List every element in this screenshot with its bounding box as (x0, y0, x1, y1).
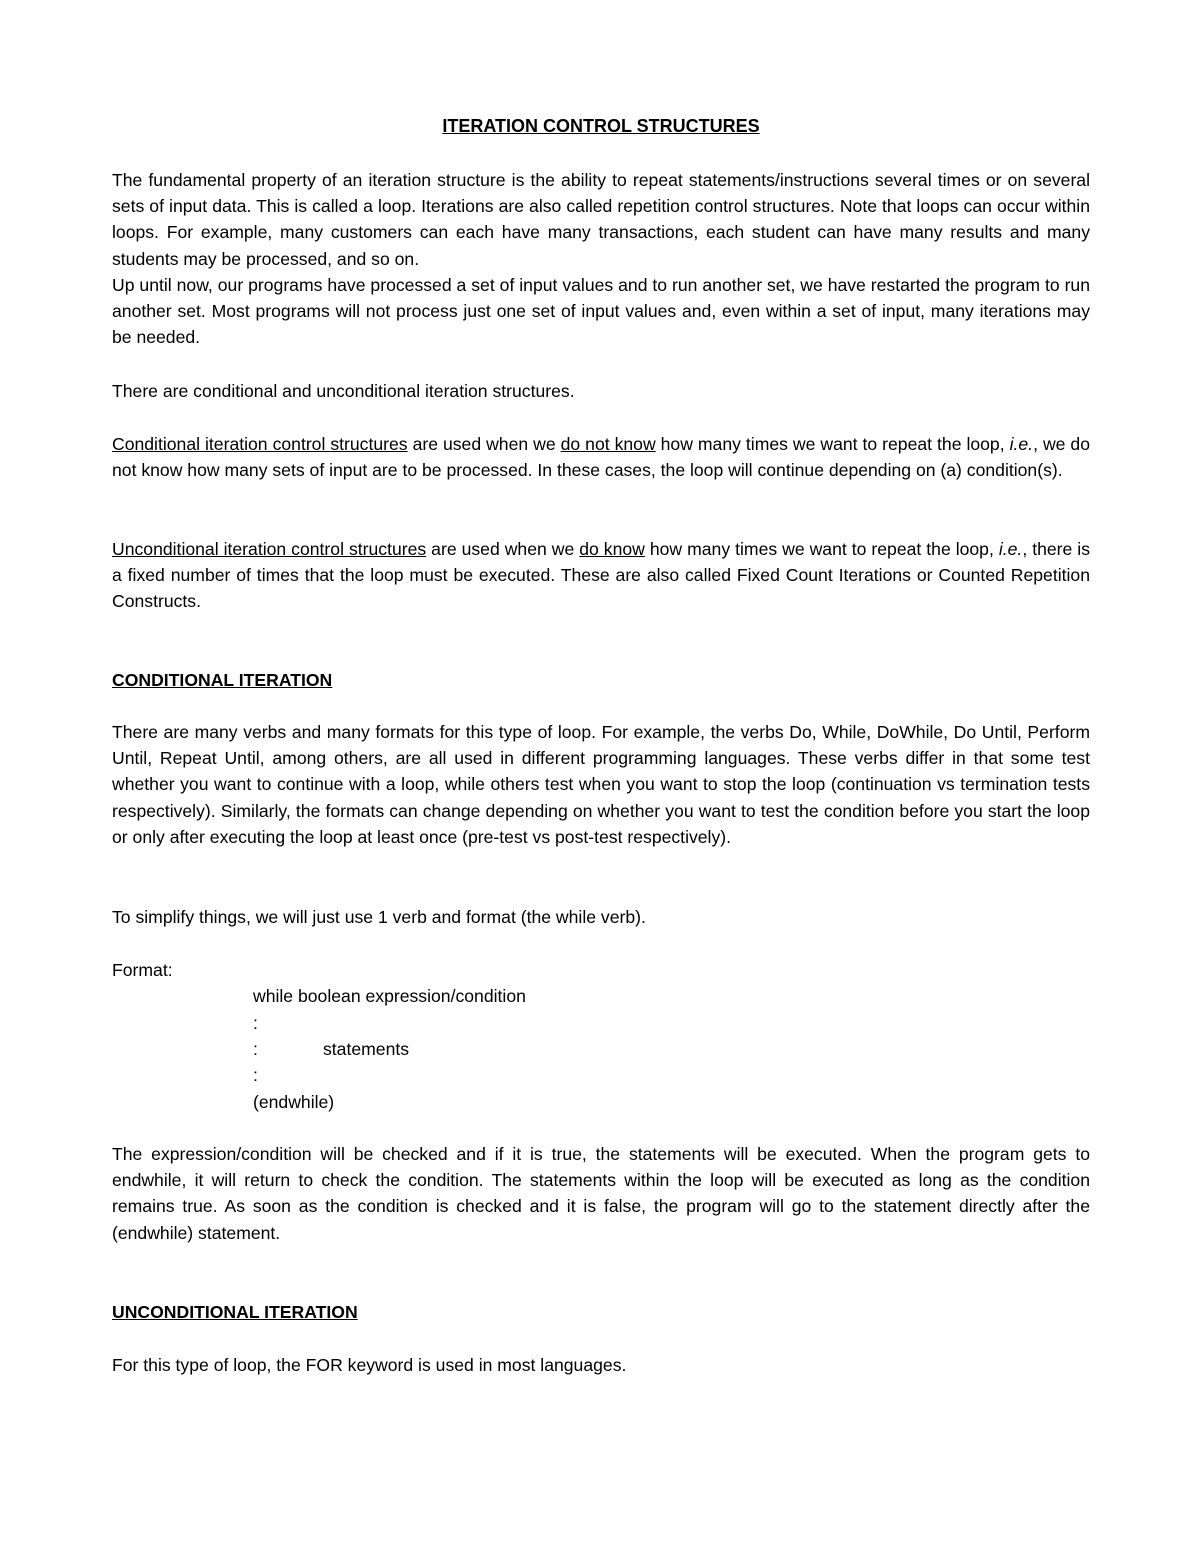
format-label: Format: (112, 960, 173, 980)
unconditional-ie: i.e. (998, 539, 1023, 559)
unconditional-term: Unconditional iteration control structures (112, 539, 427, 559)
intro-paragraph-1 (112, 167, 1090, 272)
conditional-term: Conditional iteration control structures (112, 434, 408, 454)
unconditional-iteration-heading: UNCONDITIONAL ITERATION (112, 1302, 358, 1322)
code-line-while: while boolean expression/condition (253, 986, 526, 1006)
unconditional-paragraph-1 (112, 1352, 1090, 1378)
intro-text-2: Up until now, our programs have processed a set of input values and to run another set, we have restarted the program to run another set. Most programs will not process just one set of input values and, even within a set of input, many iterations may be needed. (112, 275, 1090, 348)
conditional-paragraph-3 (112, 1141, 1090, 1246)
unconditional-text-c: , there is a fixed number of times that the loop must be executed. These are also called Fixed Count Iterations or Counted Repetition Constructs. (112, 539, 1090, 612)
conditional-text-1: There are many verbs and many formats for this type of loop. For example, the verbs Do, While, DoWhile, Do Until, Perform Until, Repeat Until, among others, are all used in different programming languages. These verbs differ in that some test whether you want to continue with a loop, while others test when you want to stop the loop (continuation vs termination tests respectively). Similarly, the formats can change depending on whether you want to test the condition before you start the loop or only after executing the loop at least once (pre-test vs post-test respectively). (112, 722, 1090, 847)
unconditional-definition (112, 536, 1090, 615)
unconditional-text-1: For this type of loop, the FOR keyword is used in most languages. (112, 1355, 627, 1375)
conditional-text-b: how many times we want to repeat the loop, (655, 434, 1010, 454)
conditional-text-c: , we do not know how many sets of input are to be processed. In these cases, the loop will continue depending on (a) condition(s). (112, 434, 1090, 481)
code-line-statements: statements (323, 1039, 410, 1059)
code-line-colon-1: : (253, 1013, 258, 1033)
code-line-endwhile: (endwhile) (253, 1092, 335, 1112)
page-title: ITERATION CONTROL STRUCTURES (442, 116, 760, 136)
conditional-paragraph-1 (112, 719, 1090, 850)
conditional-text-3: The expression/condition will be checked and if it is true, the statements will be executed. When the program gets to endwhile, it will return to check the condition. The statements within the loop will be executed as long as the condition remains true. As soon as the condition is checked and it is false, the program will go to the statement directly after the (endwhile) statement. (112, 1144, 1090, 1243)
conditional-ie: i.e. (1009, 434, 1034, 454)
unconditional-definition-text (112, 536, 1090, 615)
unconditional-text-b: how many times we want to repeat the loop, (644, 539, 999, 559)
conditional-text-a: are used when we (407, 434, 561, 454)
conditional-definition-text (112, 431, 1090, 483)
conditional-emphasis: do not know (560, 434, 656, 454)
conditional-text-2: To simplify things, we will just use 1 verb and format (the while verb). (112, 907, 646, 927)
unconditional-emphasis: do know (579, 539, 645, 559)
conditional-paragraph-2 (112, 904, 1090, 930)
conditional-definition (112, 431, 1090, 483)
conditional-iteration-heading: CONDITIONAL ITERATION (112, 670, 333, 690)
intro-paragraph-3 (112, 378, 1090, 404)
code-line-colon-2: : (253, 1039, 258, 1059)
code-line-colon-3: : (253, 1065, 258, 1085)
intro-paragraph-2 (112, 272, 1090, 351)
unconditional-text-a: are used when we (426, 539, 580, 559)
intro-text-1: The fundamental property of an iteration structure is the ability to repeat statements/instructions several times or on several sets of input data. This is called a loop. Iterations are also called repetition control structures. Note that loops can occur within loops. For example, many customers can each have many transactions, each student can have many results and many students may be processed, and so on. (112, 170, 1090, 269)
intro-text-3: There are conditional and unconditional iteration structures. (112, 381, 575, 401)
document-page (112, 0, 1090, 1553)
